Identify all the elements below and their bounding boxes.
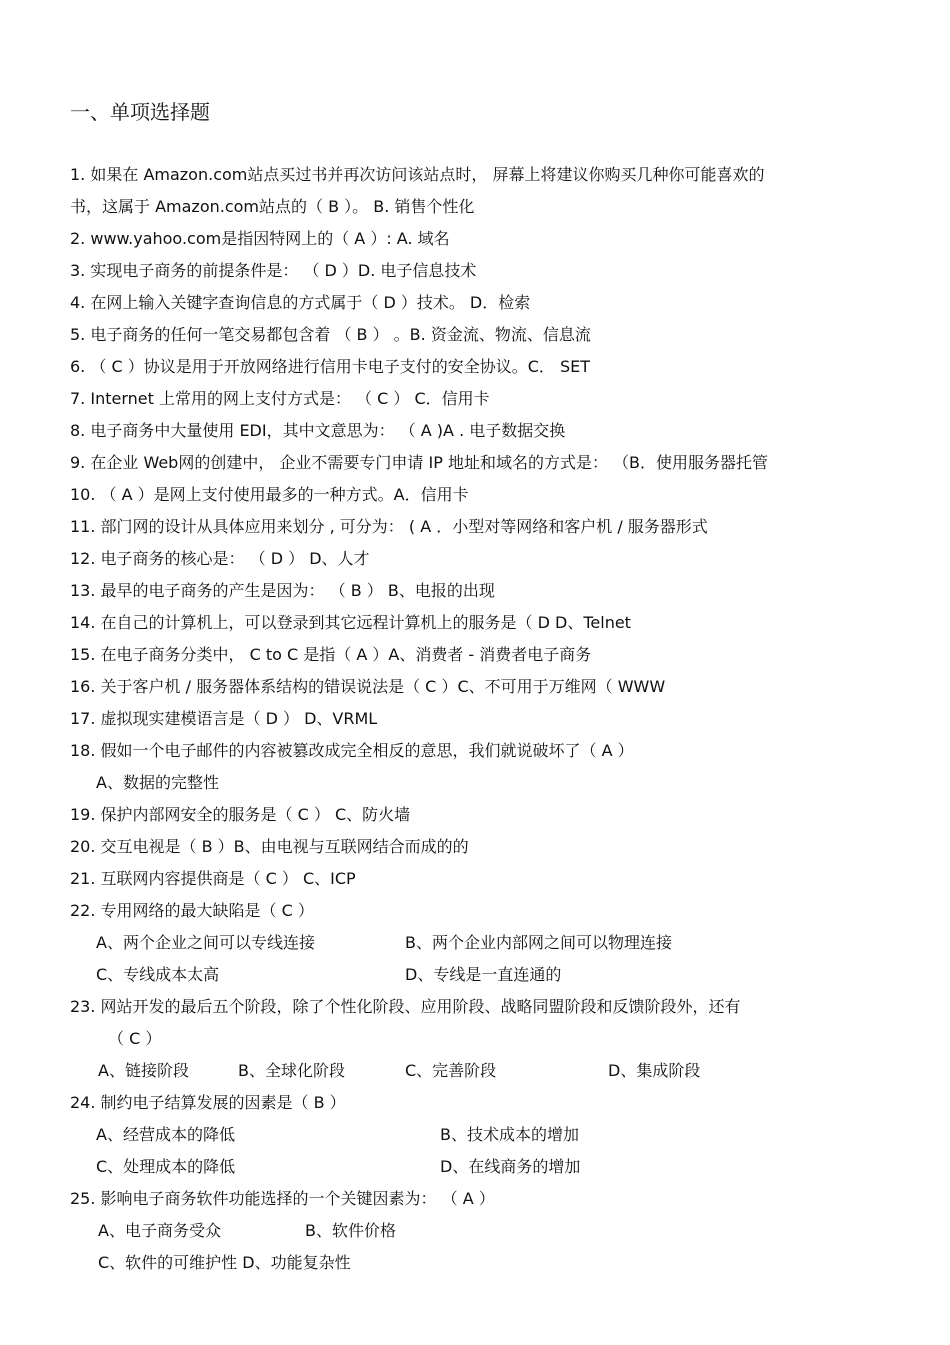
question-4: 4. 在网上输入关键字查询信息的方式属于（ D ）技术。 D．检索 (70, 293, 531, 312)
question-23: 23. 网站开发的最后五个阶段，除了个性化阶段、应用阶段、战略同盟阶段和反馈阶段外，还有 (70, 997, 741, 1016)
question-20: 20. 交互电视是（ B ）B、由电视与互联网结合而成的的 (70, 837, 469, 856)
question-25-option-c-d: C、软件的可维护性 D、功能复杂性 (98, 1253, 351, 1272)
question-16: 16. 关于客户机 / 服务器体系结构的错误说法是（ C ）C、不可用于万维网（ WWW (70, 677, 666, 696)
question-22: 22. 专用网络的最大缺陷是（ C ） (70, 901, 314, 920)
question-19: 19. 保护内部网安全的服务是（ C ） C、防火墙 (70, 805, 411, 824)
question-13: 13. 最早的电子商务的产生是因为： （ B ） B、电报的出现 (70, 581, 495, 600)
question-21: 21. 互联网内容提供商是（ C ） C、ICP (70, 869, 356, 888)
question-1-line-1: 1. 如果在 Amazon.com站点买过书并再次访问该站点时， 屏幕上将建议你购买几种你可能喜欢的 (70, 165, 765, 184)
question-24: 24. 制约电子结算发展的因素是（ B ） (70, 1093, 346, 1112)
question-23-option-b: B、全球化阶段 (238, 1061, 345, 1080)
question-6: 6. （ C ）协议是用于开放网络进行信用卡电子支付的安全协议。C． SET (70, 357, 590, 376)
question-7: 7. Internet 上常用的网上支付方式是： （ C ） C．信用卡 (70, 389, 490, 408)
question-24-option-b: B、技术成本的增加 (440, 1125, 579, 1144)
question-18-answer: A、数据的完整性 (96, 773, 219, 792)
question-9: 9. 在企业 Web网的创建中， 企业不需要专门申请 IP 地址和域名的方式是： （B．使用服务器托管 (70, 453, 769, 472)
question-23-option-d: D、集成阶段 (608, 1061, 701, 1080)
question-22-option-d: D、专线是一直连通的 (405, 965, 562, 984)
question-24-option-c: C、处理成本的降低 (96, 1157, 236, 1176)
question-25-option-b: B、软件价格 (305, 1221, 396, 1240)
question-1-line-2: 书，这属于 Amazon.com站点的（ B ）。 B. 销售个性化 (70, 197, 475, 216)
question-23-option-a: A、链接阶段 (98, 1061, 189, 1080)
question-2: 2. www.yahoo.com是指因特网上的（ A ）: A. 域名 (70, 229, 450, 248)
question-22-option-c: C、专线成本太高 (96, 965, 220, 984)
question-18: 18. 假如一个电子邮件的内容被篡改成完全相反的意思，我们就说破坏了（ A ） (70, 741, 634, 760)
question-8: 8. 电子商务中大量使用 EDI，其中文意思为： （ A )A . 电子数据交换 (70, 421, 566, 440)
question-11: 11. 部门网的设计从具体应用来划分 , 可分为： ( A ．小型对等网络和客户机 / 服务器形式 (70, 517, 708, 536)
question-5: 5. 电子商务的任何一笔交易都包含着 （ B ） 。B. 资金流、物流、信息流 (70, 325, 591, 344)
question-22-option-b: B、两个企业内部网之间可以物理连接 (405, 933, 672, 952)
question-25: 25. 影响电子商务软件功能选择的一个关键因素为： （ A ） (70, 1189, 495, 1208)
question-23-answer: （ C ） (108, 1029, 162, 1048)
question-12: 12. 电子商务的核心是： （ D ） D、人才 (70, 549, 370, 568)
question-23-option-c: C、完善阶段 (405, 1061, 497, 1080)
question-25-option-a: A、电子商务受众 (98, 1221, 221, 1240)
question-24-option-d: D、在线商务的增加 (440, 1157, 581, 1176)
question-22-option-a: A、两个企业之间可以专线连接 (96, 933, 315, 952)
question-14: 14. 在自己的计算机上，可以登录到其它远程计算机上的服务是（ D D、Telnet (70, 613, 631, 632)
question-10: 10. （ A ）是网上支付使用最多的一种方式。A．信用卡 (70, 485, 469, 504)
question-3: 3. 实现电子商务的前提条件是： （ D ）D. 电子信息技术 (70, 261, 477, 280)
question-24-option-a: A、经营成本的降低 (96, 1125, 235, 1144)
section-title: 一、单项选择题 (70, 100, 210, 124)
question-15: 15. 在电子商务分类中， C to C 是指（ A ）A、消费者 - 消费者电子商务 (70, 645, 592, 664)
question-17: 17. 虚拟现实建模语言是（ D ） D、VRML (70, 709, 378, 728)
